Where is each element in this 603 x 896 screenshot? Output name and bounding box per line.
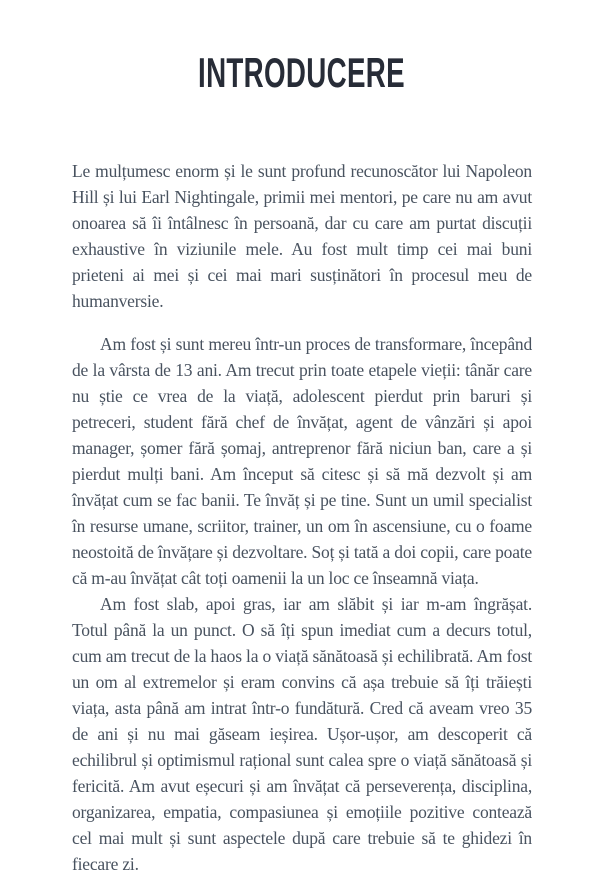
paragraph: Am fost și sunt mereu într-un proces de transformare, începând de la vârsta de 13 ani. Am trecut prin toate etapele vieții: tânăr care nu știe ce vrea de la viață, adolescent pierdut prin baruri și petreceri, student fără chef de învățat, agent de vânzări și apoi manager, șomer fără șomaj, antreprenor fără niciun ban, care a și pierdut mulți bani. Am început să citesc și să mă dezvolt și am învățat cum se fac banii. Te învăț și pe tine. Sunt un umil specialist în resurse umane, scriitor, trainer, un om în ascensiune, cu o foame neostoită de învățare și dezvoltare. Soț și tată a doi copii, care poate că m-au învățat cât toți oamenii la un loc ce înseamnă viața.: [72, 334, 532, 588]
paragraph: Am fost slab, apoi gras, iar am slăbit și iar m-am îngrășat. Totul până la un punct. O să îți spun imediat cum a decurs totul, cum am trecut de la haos la o viață sănătoasă și echilibrată. Am fost un om al extremelor și eram convins că așa trebuie să îți trăiești viața, asta până am intrat într-o fundătură. Cred că aveam vreo 35 de ani și nu mai găseam ieșirea. Ușor-ușor, am descoperit că echilibrul și optimismul rațional sunt calea spre o viață sănătoasă și fericită. Am avut eșecuri și am învățat că perseverența, disciplina, organizarea, empatia, compasiunea și emoțiile pozitive contează cel mai mult și sunt aspectele după care trebuie să te ghidezi în fiecare zi.: [72, 594, 532, 874]
chapter-title: INTRODUCERE: [198, 49, 405, 96]
book-page: [0, 49, 603, 896]
paragraph: Le mulțumesc enorm și le sunt profund recunoscător lui Napoleon Hill și lui Earl Nightingale, primii mei mentori, pe care nu am avut onoarea să îi întâlnesc în persoană, dar cu care am purtat discuții exhaustive în viziunile mele. Au fost mult timp cei mai buni prieteni ai mei și cei mai mari susținători în procesul meu de humanversie.: [72, 161, 532, 311]
chapter-body: [72, 158, 532, 877]
